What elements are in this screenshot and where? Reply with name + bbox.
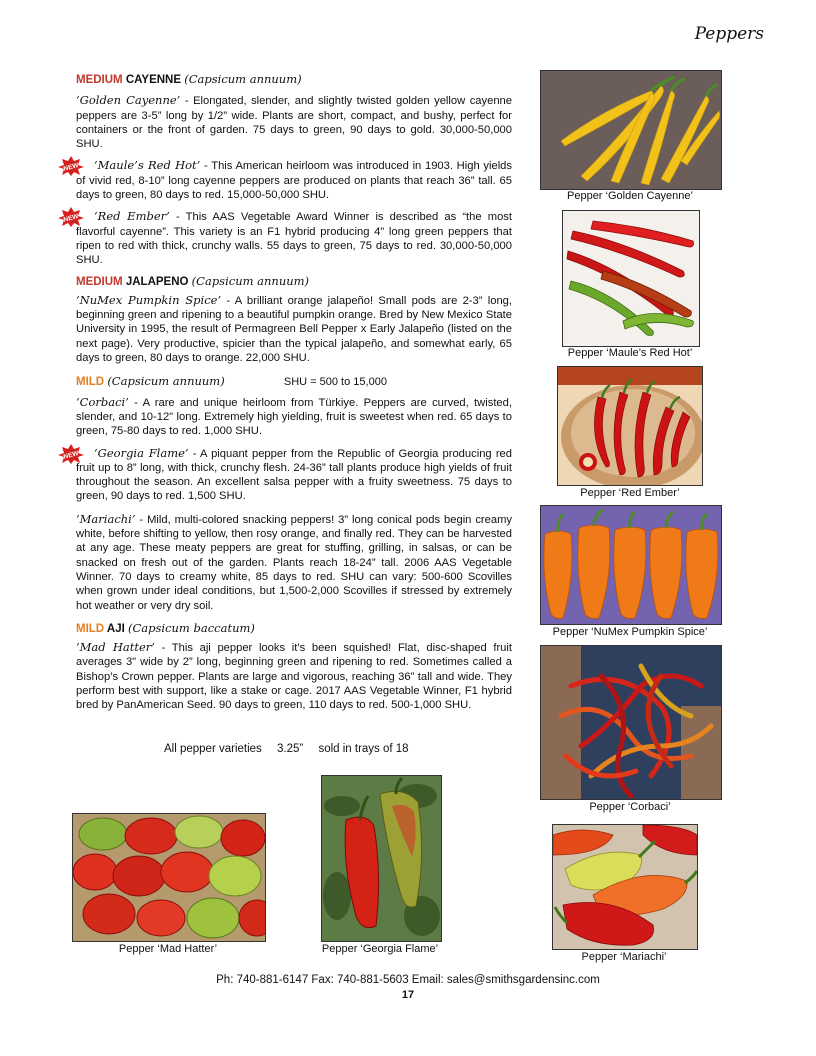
heat-level: MEDIUM xyxy=(76,74,123,86)
variety-description: - This AAS Vegetable Award Winner is described as “the most flavorful cayenne”. This variety is an F1 hybrid producing 4” long green peppers that ripen to red with thick, crunchy walls. 55 days to green, 75 days to red. 30,000-50,000 SHU. xyxy=(76,211,512,267)
scientific-name: (Capsicum baccatum) xyxy=(128,620,255,635)
text-column xyxy=(62,72,513,713)
scientific-name: (Capsicum annuum) xyxy=(184,72,302,86)
type-name: AJI xyxy=(106,622,125,635)
scientific-name: (Capsicum annuum) xyxy=(191,273,310,288)
tray-size: 3.25” xyxy=(277,743,304,755)
red-ember-image xyxy=(558,367,702,485)
maules-red-hot-image xyxy=(563,211,699,346)
photo-corbaci xyxy=(540,645,722,800)
georgia-flame-image xyxy=(322,776,441,941)
variety-name: ‘Maule’s Red Hot’ xyxy=(94,158,201,173)
caption-numex-pumpkin-spice: Pepper ‘NuMex Pumpkin Spice’ xyxy=(552,626,708,638)
photo-red-ember xyxy=(557,366,703,486)
caption-golden-cayenne: Pepper ‘Golden Cayenne’ xyxy=(567,190,693,202)
scientific-name: (Capsicum annuum) xyxy=(107,374,225,389)
variety-name: ‘Golden Cayenne’ xyxy=(76,93,181,108)
photo-numex-pumpkin-spice xyxy=(540,505,722,625)
variety-description: - This American heirloom was introduced in 1903. High yields of vivid red, 8-10” long cayenne peppers are produced on plants that reach 36” tall. 65 days to green, 80 days to red. 15,000-50,000 SHU. xyxy=(76,160,512,202)
mild-heading xyxy=(76,374,512,389)
heat-level: MEDIUM xyxy=(76,275,123,288)
variety-name: ‘Red Ember’ xyxy=(94,209,170,224)
svg-text:NEW: NEW xyxy=(62,449,80,461)
aji-heading xyxy=(76,621,512,636)
photo-georgia-flame xyxy=(321,775,442,942)
variety-georgia-flame xyxy=(62,445,513,504)
variety-corbaci xyxy=(76,395,512,439)
variety-description: - A brilliant orange jalapeño! Small pods are 2-3” long, beginning green and ripening to a beautiful pumpkin orange. Bred by New Mexico State University in 1995, the result of Permagreen Bell Pepper x Early Jalapeño (listed on the next page). Very productive, spicier than the typical jalapeño, and somewhat early, 65 days to green, 80 days to orange. 22,000 SHU. xyxy=(76,294,512,365)
section-title: Peppers xyxy=(694,24,764,44)
page-number: 17 xyxy=(401,989,415,1001)
heat-level: MILD xyxy=(76,376,105,389)
variety-maules-red-hot xyxy=(62,158,512,202)
photo-maules-red-hot xyxy=(562,210,700,347)
tray-count: sold in trays of 18 xyxy=(318,743,409,755)
variety-numex-pumpkin-spice xyxy=(76,293,512,365)
type-name: JALAPENO xyxy=(125,275,189,288)
new-badge-icon xyxy=(58,156,84,176)
jalapeno-heading xyxy=(76,274,512,289)
caption-red-ember: Pepper ‘Red Ember’ xyxy=(580,487,680,499)
variety-mariachi xyxy=(76,512,512,613)
tray-note xyxy=(164,743,409,755)
variety-name: ‘Georgia Flame’ xyxy=(94,445,189,460)
new-badge-icon xyxy=(58,444,84,464)
mad-hatter-image xyxy=(73,814,265,941)
numex-pumpkin-spice-image xyxy=(541,506,721,624)
variety-name: ‘Mariachi’ xyxy=(76,511,136,526)
new-badge-icon xyxy=(58,207,84,227)
shu-range: SHU = 500 to 15,000 xyxy=(283,376,387,389)
variety-golden-cayenne xyxy=(76,93,512,151)
tray-label: All pepper varieties xyxy=(164,743,262,755)
variety-name: ‘NuMex Pumpkin Spice’ xyxy=(76,292,222,307)
svg-text:NEW: NEW xyxy=(62,213,80,225)
caption-mariachi: Pepper ‘Mariachi’ xyxy=(581,951,667,963)
caption-maules-red-hot: Pepper ‘Maule’s Red Hot’ xyxy=(567,347,693,359)
photo-golden-cayenne xyxy=(540,70,722,190)
variety-name: ‘Mad Hatter’ xyxy=(76,640,155,655)
svg-text:NEW: NEW xyxy=(62,162,80,174)
caption-corbaci: Pepper ‘Corbaci’ xyxy=(589,801,671,813)
golden-cayenne-image xyxy=(541,71,721,189)
heat-level: MILD xyxy=(76,622,105,635)
photo-mad-hatter xyxy=(72,813,266,942)
type-name: CAYENNE xyxy=(125,74,182,86)
variety-description: - Elongated, slender, and slightly twisted golden yellow cayenne peppers are 3-5” long by 1/2” wide. Plants are short, compact, and bushy, perfect for containers or the front of garden. 75 days to green, 90 days to gold. 30,000-50,000 SHU. xyxy=(76,95,512,151)
variety-mad-hatter xyxy=(76,640,512,712)
caption-georgia-flame: Pepper ‘Georgia Flame’ xyxy=(321,943,439,955)
variety-description: - This aji pepper looks it’s been squished! Flat, disc-shaped fruit averages 3" wide by 2” long, beginning green and ripening to red. Sometimes called a Bishop’s Crown pepper. Plants are large and vigorous, reaching 36” tall and wide. They perform best with support, like a stake or cage. 2017 AAS Vegetable Winner, F1 hybrid bred by PanAmerican Seed. 90 days to green, 110 days to red. 500-1,000 SHU. xyxy=(76,642,513,712)
variety-description: - Mild, multi-colored snacking peppers! 3” long conical pods begin creamy white, before shifting to yellow, then rosy orange, and finally red. They can be harvested at any age. These meaty peppers are great for stuffing, grilling, in salsas, or can be snacked on fresh out of the garden. Plants reach 18-24” tall. 2006 AAS Vegetable Winner. 70 days to creamy white, 85 days to red. SHU can vary: 500-600 Scovilles when grown under ideal conditions, but 1,500-2,000 Scovilles if stressed by extremely hot weather or very dry soil. xyxy=(76,513,512,612)
photo-mariachi xyxy=(552,824,698,950)
variety-description: - A piquant pepper from the Republic of Georgia producing red fruit up to 8” long, with thick, crunchy flesh. 24-36” tall plants produce high yields of fruit throughout the season. An excellent salsa pepper with a fruity sweetness. 75 days to green, 90 days to red. 1,500 SHU. xyxy=(76,447,513,503)
corbaci-image xyxy=(541,646,721,799)
variety-name: ‘Corbaci’ xyxy=(76,394,129,409)
footer-contact: Ph: 740-881-6147 Fax: 740-881-5603 Email: sales@smithsgardensinc.com xyxy=(216,974,600,986)
cayenne-heading xyxy=(76,72,512,87)
mariachi-image xyxy=(553,825,697,949)
variety-red-ember xyxy=(62,209,512,267)
variety-description: - A rare and unique heirloom from Türkiye. Peppers are curved, twisted, slender, and 10-12" long. Extremely high yielding, fruit is sweetest when red. 65 days to green, 75-80 days to red. 1,000 SHU. xyxy=(76,396,512,438)
caption-mad-hatter: Pepper ‘Mad Hatter’ xyxy=(118,943,218,955)
